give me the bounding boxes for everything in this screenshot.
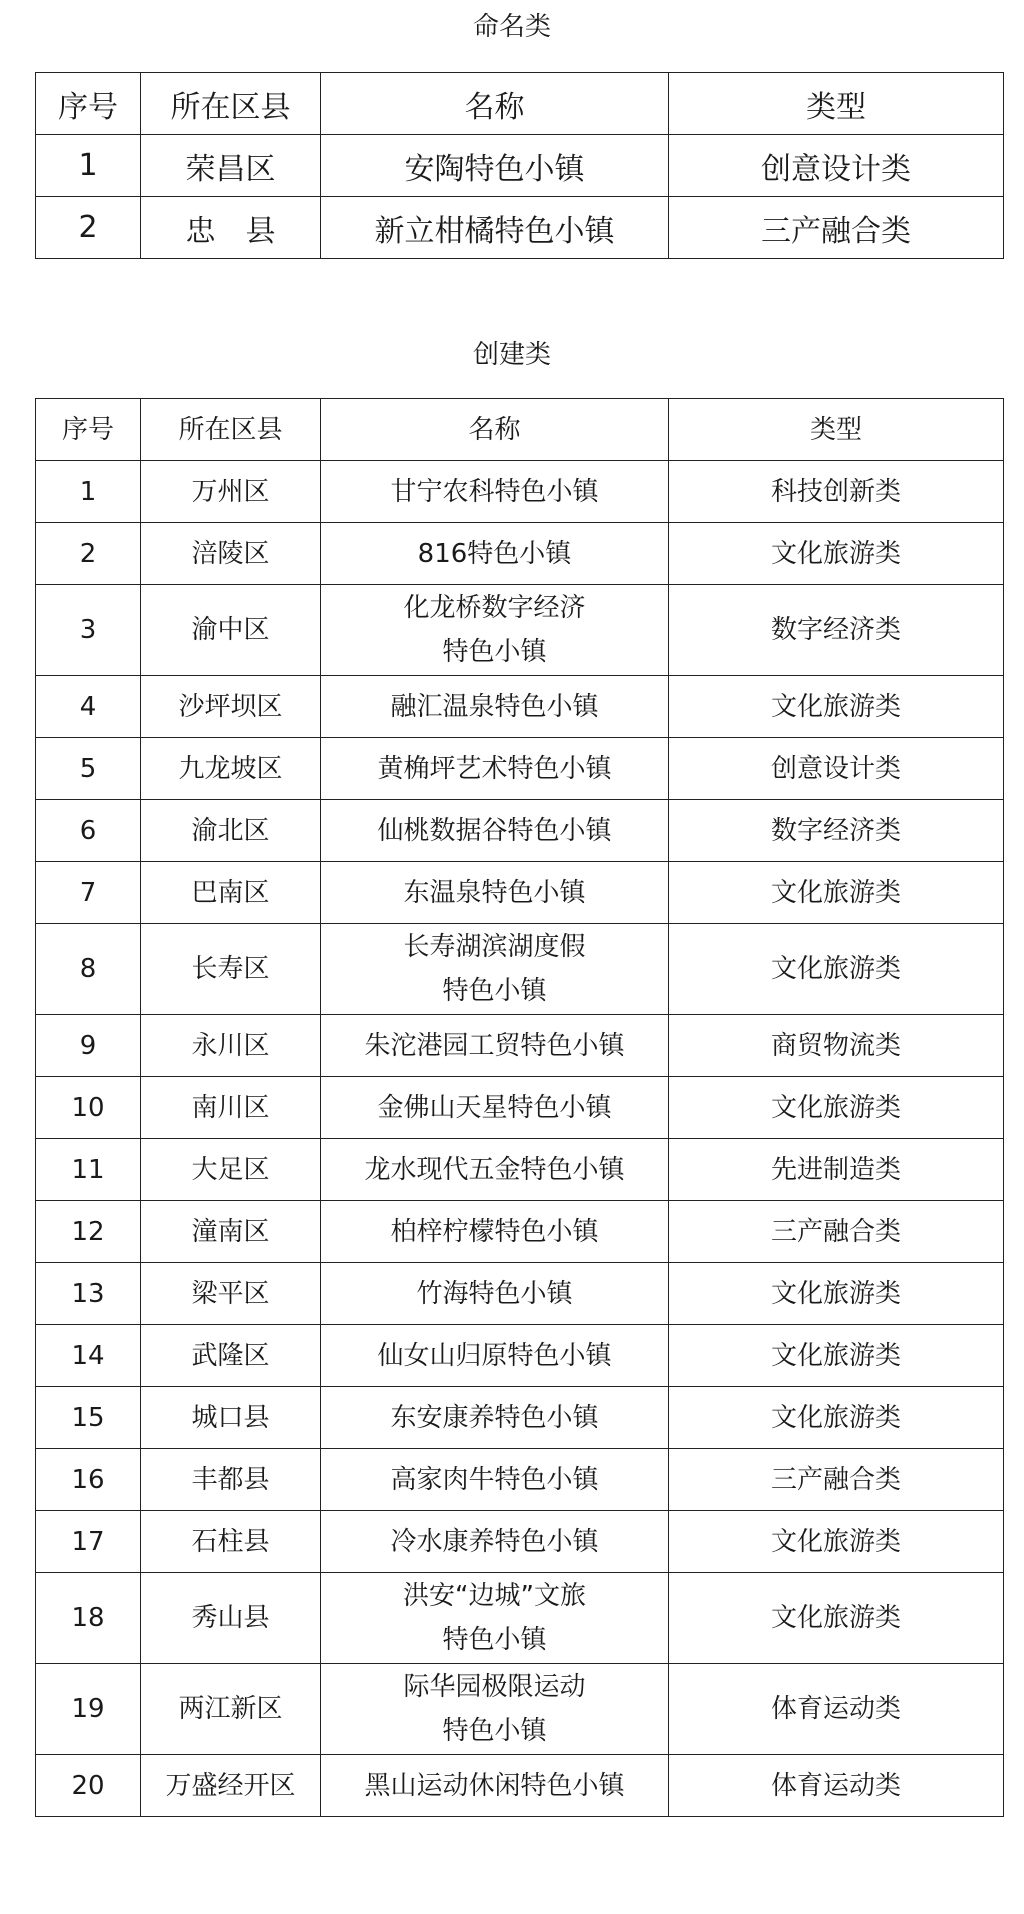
table-row (36, 197, 1004, 259)
table-row (36, 738, 1004, 800)
cell-district: 武隆区 (141, 1325, 321, 1387)
cell-type: 三产融合类 (669, 1201, 1004, 1263)
table-row (36, 924, 1004, 1015)
cell-type: 数字经济类 (669, 585, 1004, 676)
cell-name: 新立柑橘特色小镇 (321, 197, 669, 259)
cell-district: 涪陵区 (141, 523, 321, 585)
cell-number: 12 (36, 1201, 141, 1263)
named-towns-table (35, 72, 1004, 259)
cell-type: 文化旅游类 (669, 924, 1004, 1015)
cell-district: 潼南区 (141, 1201, 321, 1263)
cell-number: 13 (36, 1263, 141, 1325)
cell-type: 三产融合类 (669, 1449, 1004, 1511)
cell-number: 16 (36, 1449, 141, 1511)
cell-type: 创意设计类 (669, 738, 1004, 800)
cell-type: 体育运动类 (669, 1664, 1004, 1755)
table-header-row (36, 399, 1004, 461)
cell-number: 1 (36, 135, 141, 197)
cell-name: 816特色小镇 (321, 523, 669, 585)
cell-type: 数字经济类 (669, 800, 1004, 862)
cell-name: 金佛山天星特色小镇 (321, 1077, 669, 1139)
table-row (36, 1664, 1004, 1755)
cell-name: 竹海特色小镇 (321, 1263, 669, 1325)
cell-district: 长寿区 (141, 924, 321, 1015)
table-row (36, 1511, 1004, 1573)
cell-number: 4 (36, 676, 141, 738)
cell-district: 九龙坡区 (141, 738, 321, 800)
cell-name: 柏梓柠檬特色小镇 (321, 1201, 669, 1263)
table-row (36, 862, 1004, 924)
cell-type: 文化旅游类 (669, 676, 1004, 738)
cell-type: 先进制造类 (669, 1139, 1004, 1201)
cell-district: 两江新区 (141, 1664, 321, 1755)
table-row (36, 1449, 1004, 1511)
cell-name: 安陶特色小镇 (321, 135, 669, 197)
cell-type: 文化旅游类 (669, 1263, 1004, 1325)
cell-district: 渝中区 (141, 585, 321, 676)
cell-number: 2 (36, 523, 141, 585)
created-section-title: 创建类 (472, 340, 551, 370)
cell-name: 仙桃数据谷特色小镇 (321, 800, 669, 862)
cell-type: 文化旅游类 (669, 1511, 1004, 1573)
header-number: 序号 (36, 73, 141, 135)
cell-district: 沙坪坝区 (141, 676, 321, 738)
cell-type: 文化旅游类 (669, 1387, 1004, 1449)
cell-name: 融汇温泉特色小镇 (321, 676, 669, 738)
cell-name: 洪安“边城”文旅 特色小镇 (321, 1573, 669, 1664)
cell-type: 文化旅游类 (669, 1573, 1004, 1664)
cell-number: 6 (36, 800, 141, 862)
header-number: 序号 (36, 399, 141, 461)
cell-name: 东温泉特色小镇 (321, 862, 669, 924)
header-district: 所在区县 (141, 73, 321, 135)
cell-number: 11 (36, 1139, 141, 1201)
table-row (36, 135, 1004, 197)
cell-number: 3 (36, 585, 141, 676)
table-row (36, 800, 1004, 862)
cell-type: 科技创新类 (669, 461, 1004, 523)
cell-type: 文化旅游类 (669, 1325, 1004, 1387)
cell-district: 南川区 (141, 1077, 321, 1139)
header-type: 类型 (669, 399, 1004, 461)
named-section-title: 命名类 (472, 12, 551, 42)
table-row (36, 1201, 1004, 1263)
cell-name: 际华园极限运动 特色小镇 (321, 1664, 669, 1755)
table-row (36, 523, 1004, 585)
cell-district: 渝北区 (141, 800, 321, 862)
cell-district: 丰都县 (141, 1449, 321, 1511)
cell-name: 化龙桥数字经济 特色小镇 (321, 585, 669, 676)
table-row (36, 461, 1004, 523)
cell-district: 秀山县 (141, 1573, 321, 1664)
cell-number: 5 (36, 738, 141, 800)
cell-district: 荣昌区 (141, 135, 321, 197)
cell-district: 万盛经开区 (141, 1755, 321, 1817)
table-row (36, 676, 1004, 738)
cell-type: 文化旅游类 (669, 1077, 1004, 1139)
table-row (36, 1139, 1004, 1201)
cell-number: 19 (36, 1664, 141, 1755)
table-row (36, 1015, 1004, 1077)
cell-number: 17 (36, 1511, 141, 1573)
cell-district: 巴南区 (141, 862, 321, 924)
cell-type: 三产融合类 (669, 197, 1004, 259)
cell-number: 8 (36, 924, 141, 1015)
cell-district: 万州区 (141, 461, 321, 523)
cell-type: 文化旅游类 (669, 862, 1004, 924)
cell-district: 石柱县 (141, 1511, 321, 1573)
header-district: 所在区县 (141, 399, 321, 461)
created-towns-table (35, 398, 1004, 1817)
header-name: 名称 (321, 73, 669, 135)
cell-number: 9 (36, 1015, 141, 1077)
cell-name: 仙女山归原特色小镇 (321, 1325, 669, 1387)
cell-type: 体育运动类 (669, 1755, 1004, 1817)
cell-number: 7 (36, 862, 141, 924)
table-row (36, 1387, 1004, 1449)
cell-name: 东安康养特色小镇 (321, 1387, 669, 1449)
table-row (36, 585, 1004, 676)
cell-number: 1 (36, 461, 141, 523)
table-row (36, 1077, 1004, 1139)
cell-name: 黑山运动休闲特色小镇 (321, 1755, 669, 1817)
cell-name: 龙水现代五金特色小镇 (321, 1139, 669, 1201)
cell-number: 20 (36, 1755, 141, 1817)
header-type: 类型 (669, 73, 1004, 135)
cell-district: 梁平区 (141, 1263, 321, 1325)
cell-district: 大足区 (141, 1139, 321, 1201)
cell-number: 14 (36, 1325, 141, 1387)
table-row (36, 1573, 1004, 1664)
cell-type: 商贸物流类 (669, 1015, 1004, 1077)
cell-name: 高家肉牛特色小镇 (321, 1449, 669, 1511)
header-name: 名称 (321, 399, 669, 461)
table-row (36, 1755, 1004, 1817)
cell-district: 永川区 (141, 1015, 321, 1077)
cell-name: 黄桷坪艺术特色小镇 (321, 738, 669, 800)
cell-district: 城口县 (141, 1387, 321, 1449)
cell-name: 长寿湖滨湖度假 特色小镇 (321, 924, 669, 1015)
cell-number: 2 (36, 197, 141, 259)
cell-type: 创意设计类 (669, 135, 1004, 197)
table-row (36, 1325, 1004, 1387)
table-row (36, 1263, 1004, 1325)
cell-number: 15 (36, 1387, 141, 1449)
cell-name: 甘宁农科特色小镇 (321, 461, 669, 523)
cell-number: 18 (36, 1573, 141, 1664)
cell-name: 冷水康养特色小镇 (321, 1511, 669, 1573)
cell-district: 忠 县 (141, 197, 321, 259)
table-header-row (36, 73, 1004, 135)
cell-name: 朱沱港园工贸特色小镇 (321, 1015, 669, 1077)
cell-type: 文化旅游类 (669, 523, 1004, 585)
cell-number: 10 (36, 1077, 141, 1139)
